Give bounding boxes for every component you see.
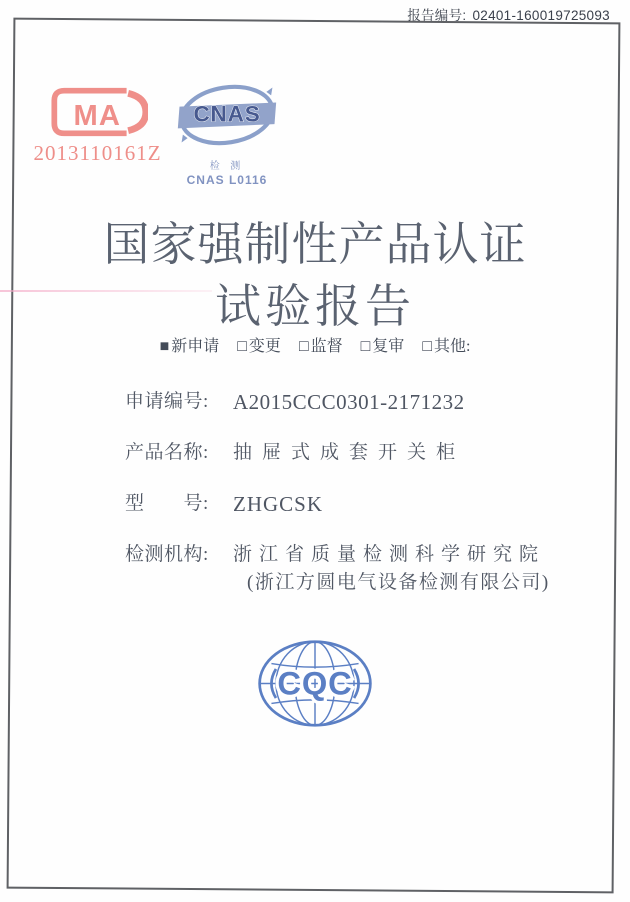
field-value: A2015CCC0301-2171232 (233, 390, 465, 414)
field-value (233, 543, 550, 595)
checkbox-filled-icon: ■ (159, 338, 170, 355)
report-number-value: 02401-160019725093 (472, 8, 610, 23)
checkbox-empty-icon: □ (422, 338, 432, 355)
field-label: 型 号: (125, 493, 209, 514)
cnas-accreditation-number: CNAS L0116 (186, 173, 268, 187)
field-label: 检测机构: (125, 544, 209, 565)
field-application-number (125, 390, 550, 414)
field-value: ZHGCSK (233, 492, 324, 516)
checkbox-other: □ 其他: (422, 338, 471, 355)
field-value: 抽屉式成套开关柜 (233, 442, 466, 463)
field-label: 申请编号: (125, 391, 209, 412)
cqc-logo-icon (256, 638, 374, 729)
checkbox-empty-icon: □ (298, 338, 309, 355)
cqc-logo-block (0, 638, 630, 734)
cnas-logo-block (172, 80, 282, 187)
field-product-name (125, 441, 550, 465)
checkbox-empty-icon: □ (360, 338, 371, 355)
field-testing-agency (125, 543, 550, 595)
cqc-letters: CQC (277, 664, 353, 702)
checkbox-new-application: ■ 新申请 (159, 338, 220, 355)
cma-letters: MA (73, 100, 121, 132)
cma-logo-icon (48, 86, 148, 138)
cnas-caption: 检 测 (209, 161, 245, 172)
report-title-line1: 国家强制性产品认证 (103, 219, 527, 270)
application-type-row (0, 333, 630, 356)
agency-subsidiary: (浙江方圆电气设备检测有限公司) (247, 572, 550, 593)
cnas-logo-icon (176, 80, 278, 150)
checkbox-empty-icon: □ (237, 338, 247, 355)
cnas-letters: CNAS (193, 101, 261, 127)
agency-name: 浙江省质量检测科学研究院 (233, 544, 546, 565)
cma-cert-number: 2013110161Z (33, 141, 162, 165)
field-label: 产品名称: (125, 442, 209, 463)
checkbox-supervision: □ 监督 (298, 338, 343, 355)
field-model (125, 492, 550, 516)
cma-logo-block (30, 86, 165, 166)
report-number-label: 报告编号: (407, 8, 467, 23)
checkbox-review: □ 复审 (360, 338, 405, 355)
checkbox-change: □ 变更 (237, 338, 281, 355)
report-fields (125, 390, 550, 622)
report-title-line2: 试验报告 (215, 281, 415, 332)
